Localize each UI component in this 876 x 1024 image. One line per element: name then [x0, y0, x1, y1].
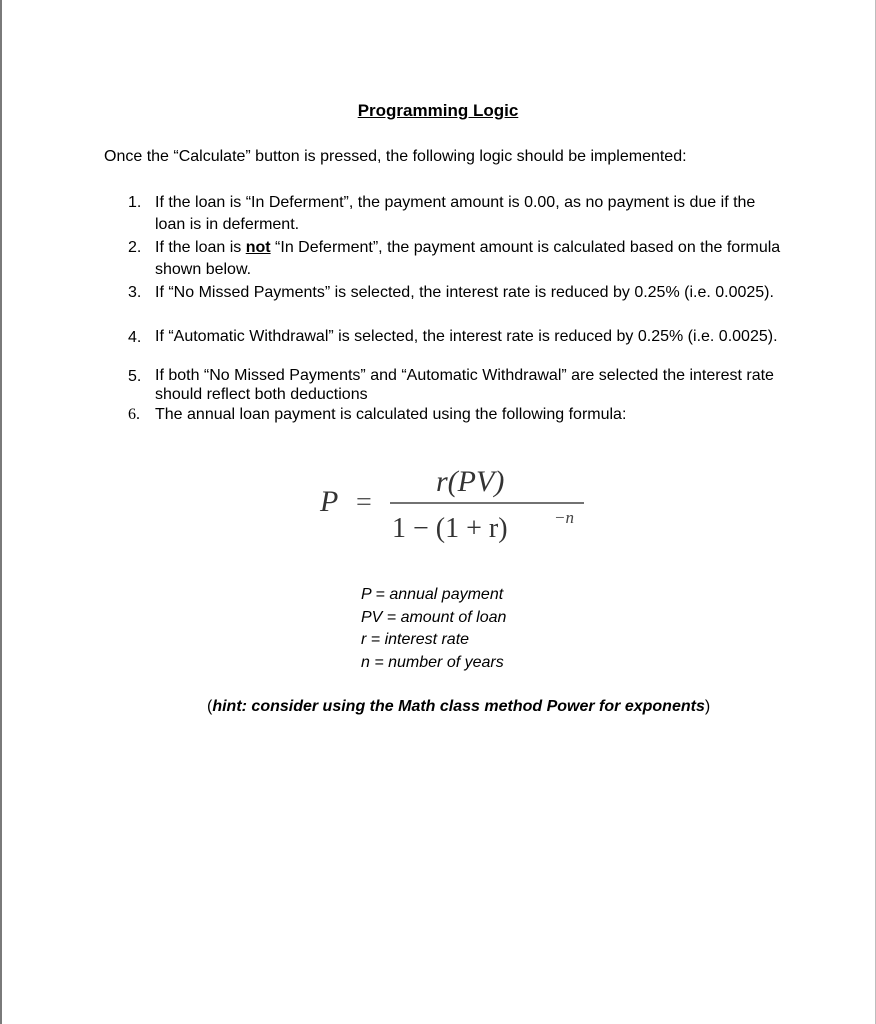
list-item-number: 2.	[128, 239, 142, 256]
list-item	[126, 366, 786, 404]
hint-note: (hint: consider using the Math class method Power for exponents)	[207, 698, 711, 715]
legend-line: r = interest rate	[361, 631, 470, 648]
list-item-text: The annual loan payment is calculated using the following formula:	[155, 406, 627, 423]
formula-numerator: r(PV)	[436, 465, 505, 498]
list-item	[126, 404, 786, 428]
list-item-number: 3.	[128, 284, 142, 301]
list-item	[126, 237, 786, 282]
legend-line: P = annual payment	[361, 586, 504, 603]
list-item-text: If both “No Missed Payments” and “Automatic Withdrawal” are selected the interest rate should reflect both deductions	[155, 367, 774, 403]
formula-lhs: P	[320, 485, 339, 518]
list-item	[126, 282, 786, 327]
list-item-text: If “Automatic Withdrawal” is selected, the interest rate is reduced by 0.25% (i.e. 0.0025).	[155, 328, 778, 345]
list-item-text: If the loan is “In Deferment”, the payment amount is 0.00, as no payment is due if the loan is in deferment.	[155, 194, 756, 233]
list-item-number: 4.	[128, 329, 142, 346]
payment-formula	[300, 455, 600, 555]
list-item-number: 5.	[128, 368, 142, 385]
list-item-number: 1.	[128, 194, 142, 211]
intro-paragraph: Once the “Calculate” button is pressed, the following logic should be implemented:	[104, 148, 687, 165]
legend-line: n = number of years	[361, 653, 504, 671]
list-item	[126, 192, 786, 237]
formula-exponent: −n	[554, 508, 574, 527]
page-left-border	[0, 0, 2, 1024]
formula-denominator: 1 − (1 + r)	[392, 513, 508, 544]
page-title: Programming Logic	[357, 101, 519, 120]
list-item	[126, 327, 786, 366]
list-item-text: If the loan is not “In Deferment”, the payment amount is calculated based on the formula shown below.	[155, 239, 781, 278]
hint-text: hint: consider using the Math class method Power for exponents	[212, 698, 705, 715]
emphasis-not: not	[245, 239, 271, 256]
variable-legend	[361, 584, 506, 674]
logic-list	[126, 192, 786, 428]
list-item-text: If “No Missed Payments” is selected, the interest rate is reduced by 0.25% (i.e. 0.0025).	[155, 284, 774, 301]
list-item-number: 6.	[128, 406, 140, 423]
formula-equals: =	[356, 487, 372, 518]
legend-line: PV = amount of loan	[361, 608, 507, 626]
